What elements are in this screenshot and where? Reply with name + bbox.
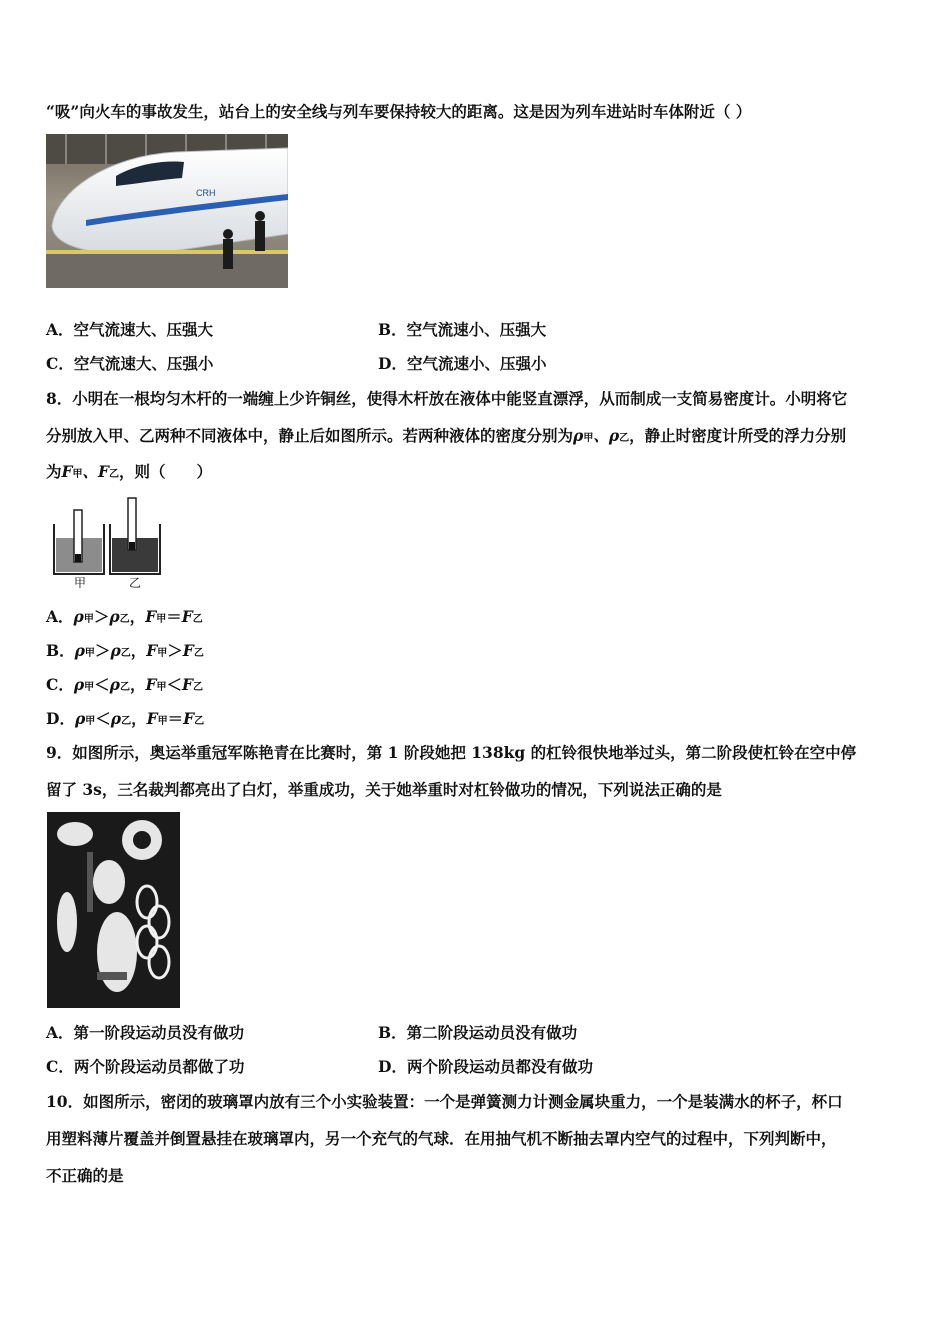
subscript: 乙 xyxy=(193,648,204,659)
q9-option-a[interactable] xyxy=(46,1023,244,1043)
subscript: 乙 xyxy=(120,648,131,659)
q7-option-a-key: A． xyxy=(46,320,74,339)
q10-line3: 不正确的是 xyxy=(46,1166,124,1185)
train-photo xyxy=(46,134,288,288)
q9-option-d-key: D． xyxy=(378,1057,407,1076)
q7-option-a[interactable] xyxy=(46,320,213,340)
option-key: A． xyxy=(46,607,74,626)
operator: ＝ xyxy=(166,607,182,626)
f-symbol: F xyxy=(182,675,194,694)
q7-option-d-key: D． xyxy=(378,354,407,373)
subscript: 甲 xyxy=(83,614,94,625)
subscript: 甲 xyxy=(157,648,168,659)
q9-option-d[interactable] xyxy=(378,1057,593,1077)
q7-option-c[interactable] xyxy=(46,354,213,374)
q9-option-b-text: 第二阶段运动员没有做功 xyxy=(406,1023,578,1042)
q8-line3-tail: ，则（ ） xyxy=(119,462,213,481)
q8-sub-jia: 甲 xyxy=(72,469,83,480)
rho-symbol: ρ xyxy=(110,709,122,728)
q8-option-b[interactable] xyxy=(46,641,204,664)
rho-symbol: ρ xyxy=(74,709,86,728)
fig-label-jia: 甲 xyxy=(74,576,87,590)
q7-option-b[interactable] xyxy=(378,320,546,340)
option-key: D． xyxy=(46,709,75,728)
q8-f-symbol: F xyxy=(61,462,73,481)
q9-line2: 留了 3s，三名裁判都亮出了白灯，举重成功，关于她举重时对杠铃做功的情况，下列说法正确的是 xyxy=(46,780,722,799)
density-meter-figure xyxy=(52,494,162,590)
f-symbol: F xyxy=(146,709,158,728)
q7-option-c-key: C． xyxy=(46,354,74,373)
operator: ＜ xyxy=(95,709,111,728)
rho-symbol: ρ xyxy=(74,641,85,660)
q9-option-d-text: 两个阶段运动员都没有做功 xyxy=(406,1057,593,1076)
q10-line1: 10．如图所示，密闭的玻璃罩内放有三个小实验装置：一个是弹簧测力计测金属块重力，一个是装满水的杯子，杯口 xyxy=(46,1092,843,1111)
operator: ＝ xyxy=(167,709,184,728)
separator: ， xyxy=(130,641,147,660)
q9-option-c[interactable] xyxy=(46,1057,244,1077)
f-symbol: F xyxy=(181,607,193,626)
subscript: 乙 xyxy=(121,716,132,727)
q7-stem: “吸”向火车的事故发生，站台上的安全线与列车要保持较大的距离。这是因为列车进站时车体附近（ ） xyxy=(46,102,752,121)
operator: ＞ xyxy=(167,641,183,660)
subscript: 甲 xyxy=(156,614,167,625)
q9-line1: 9．如图所示，奥运举重冠军陈艳青在比赛时，第 1 阶段她把 138kg 的杠铃很快地举过头，第二阶段使杠铃在空中停 xyxy=(46,743,857,762)
separator: ， xyxy=(129,675,146,694)
subscript: 甲 xyxy=(84,648,95,659)
q8-sub-jia: 甲 xyxy=(583,433,594,444)
q10-line2: 用塑料薄片覆盖并倒置悬挂在玻璃罩内，另一个充气的气球．在用抽气机不断抽去罩内空气的过程中，下列判断中， xyxy=(46,1129,837,1148)
rho-symbol: ρ xyxy=(109,675,120,694)
f-symbol: F xyxy=(145,607,157,626)
f-symbol: F xyxy=(183,709,195,728)
q8-line2-text: 分别放入甲、乙两种不同液体中，静止后如图所示。若两种液体的密度分别为 xyxy=(46,426,574,445)
rho-symbol: ρ xyxy=(73,675,85,694)
separator: ， xyxy=(129,607,146,626)
q7-option-b-text: 空气流速小、压强大 xyxy=(406,320,547,339)
subscript: 甲 xyxy=(85,716,96,727)
subscript: 乙 xyxy=(119,614,130,625)
q8-rho-symbol: 、ρ xyxy=(593,426,620,445)
separator: ， xyxy=(131,709,147,728)
subscript: 乙 xyxy=(193,682,204,693)
q8-line2-tail: ，静止时密度计所受的浮力分别 xyxy=(629,426,847,445)
f-symbol: F xyxy=(146,641,158,660)
subscript: 乙 xyxy=(119,682,130,693)
f-symbol: F xyxy=(145,675,157,694)
q7-option-c-text: 空气流速大、压强小 xyxy=(73,354,214,373)
q7-option-a-text: 空气流速大、压强大 xyxy=(73,320,214,339)
option-key: C． xyxy=(46,675,74,694)
option-key: B． xyxy=(46,641,75,660)
q7-option-b-key: B． xyxy=(378,320,407,339)
q9-option-b[interactable] xyxy=(378,1023,577,1043)
rho-symbol: ρ xyxy=(110,641,121,660)
weightlifter-photo xyxy=(47,812,180,1008)
q9-option-c-key: C． xyxy=(46,1057,74,1076)
q9-option-a-text: 第一阶段运动员没有做功 xyxy=(73,1023,245,1042)
f-symbol: F xyxy=(182,641,194,660)
operator: ＞ xyxy=(94,641,111,660)
q9-option-b-key: B． xyxy=(378,1023,407,1042)
q8-line1: 8．小明在一根均匀木杆的一端缠上少许铜丝，使得木杆放在液体中能竖直漂浮，从而制成一支简易密度计。小明将它 xyxy=(46,389,848,408)
fig-label-yi: 乙 xyxy=(129,576,142,590)
operator: ＜ xyxy=(94,675,110,694)
q9-option-a-key: A． xyxy=(46,1023,74,1042)
q7-option-d-text: 空气流速小、压强小 xyxy=(406,354,547,373)
subscript: 乙 xyxy=(194,716,205,727)
q8-option-d[interactable] xyxy=(46,709,204,732)
subscript: 甲 xyxy=(156,682,167,693)
operator: ＞ xyxy=(93,607,110,626)
q8-line3-text: 为 xyxy=(46,462,62,481)
q8-rho-symbol: ρ xyxy=(573,426,584,445)
rho-symbol: ρ xyxy=(109,607,120,626)
q8-option-a[interactable] xyxy=(46,607,203,630)
train-crh-label: CRH xyxy=(196,188,216,198)
q9-option-c-text: 两个阶段运动员都做了功 xyxy=(73,1057,245,1076)
q8-sub-yi: 乙 xyxy=(109,469,120,480)
subscript: 乙 xyxy=(192,614,203,625)
subscript: 甲 xyxy=(157,716,168,727)
q8-f-symbol: 、F xyxy=(82,462,110,481)
operator: ＜ xyxy=(166,675,183,694)
q8-sub-yi: 乙 xyxy=(619,433,630,444)
rho-symbol: ρ xyxy=(73,607,84,626)
subscript: 甲 xyxy=(84,682,95,693)
q7-option-d[interactable] xyxy=(378,354,546,374)
q8-line3 xyxy=(46,462,212,485)
q8-line2 xyxy=(46,426,846,449)
q8-option-c[interactable] xyxy=(46,675,203,698)
